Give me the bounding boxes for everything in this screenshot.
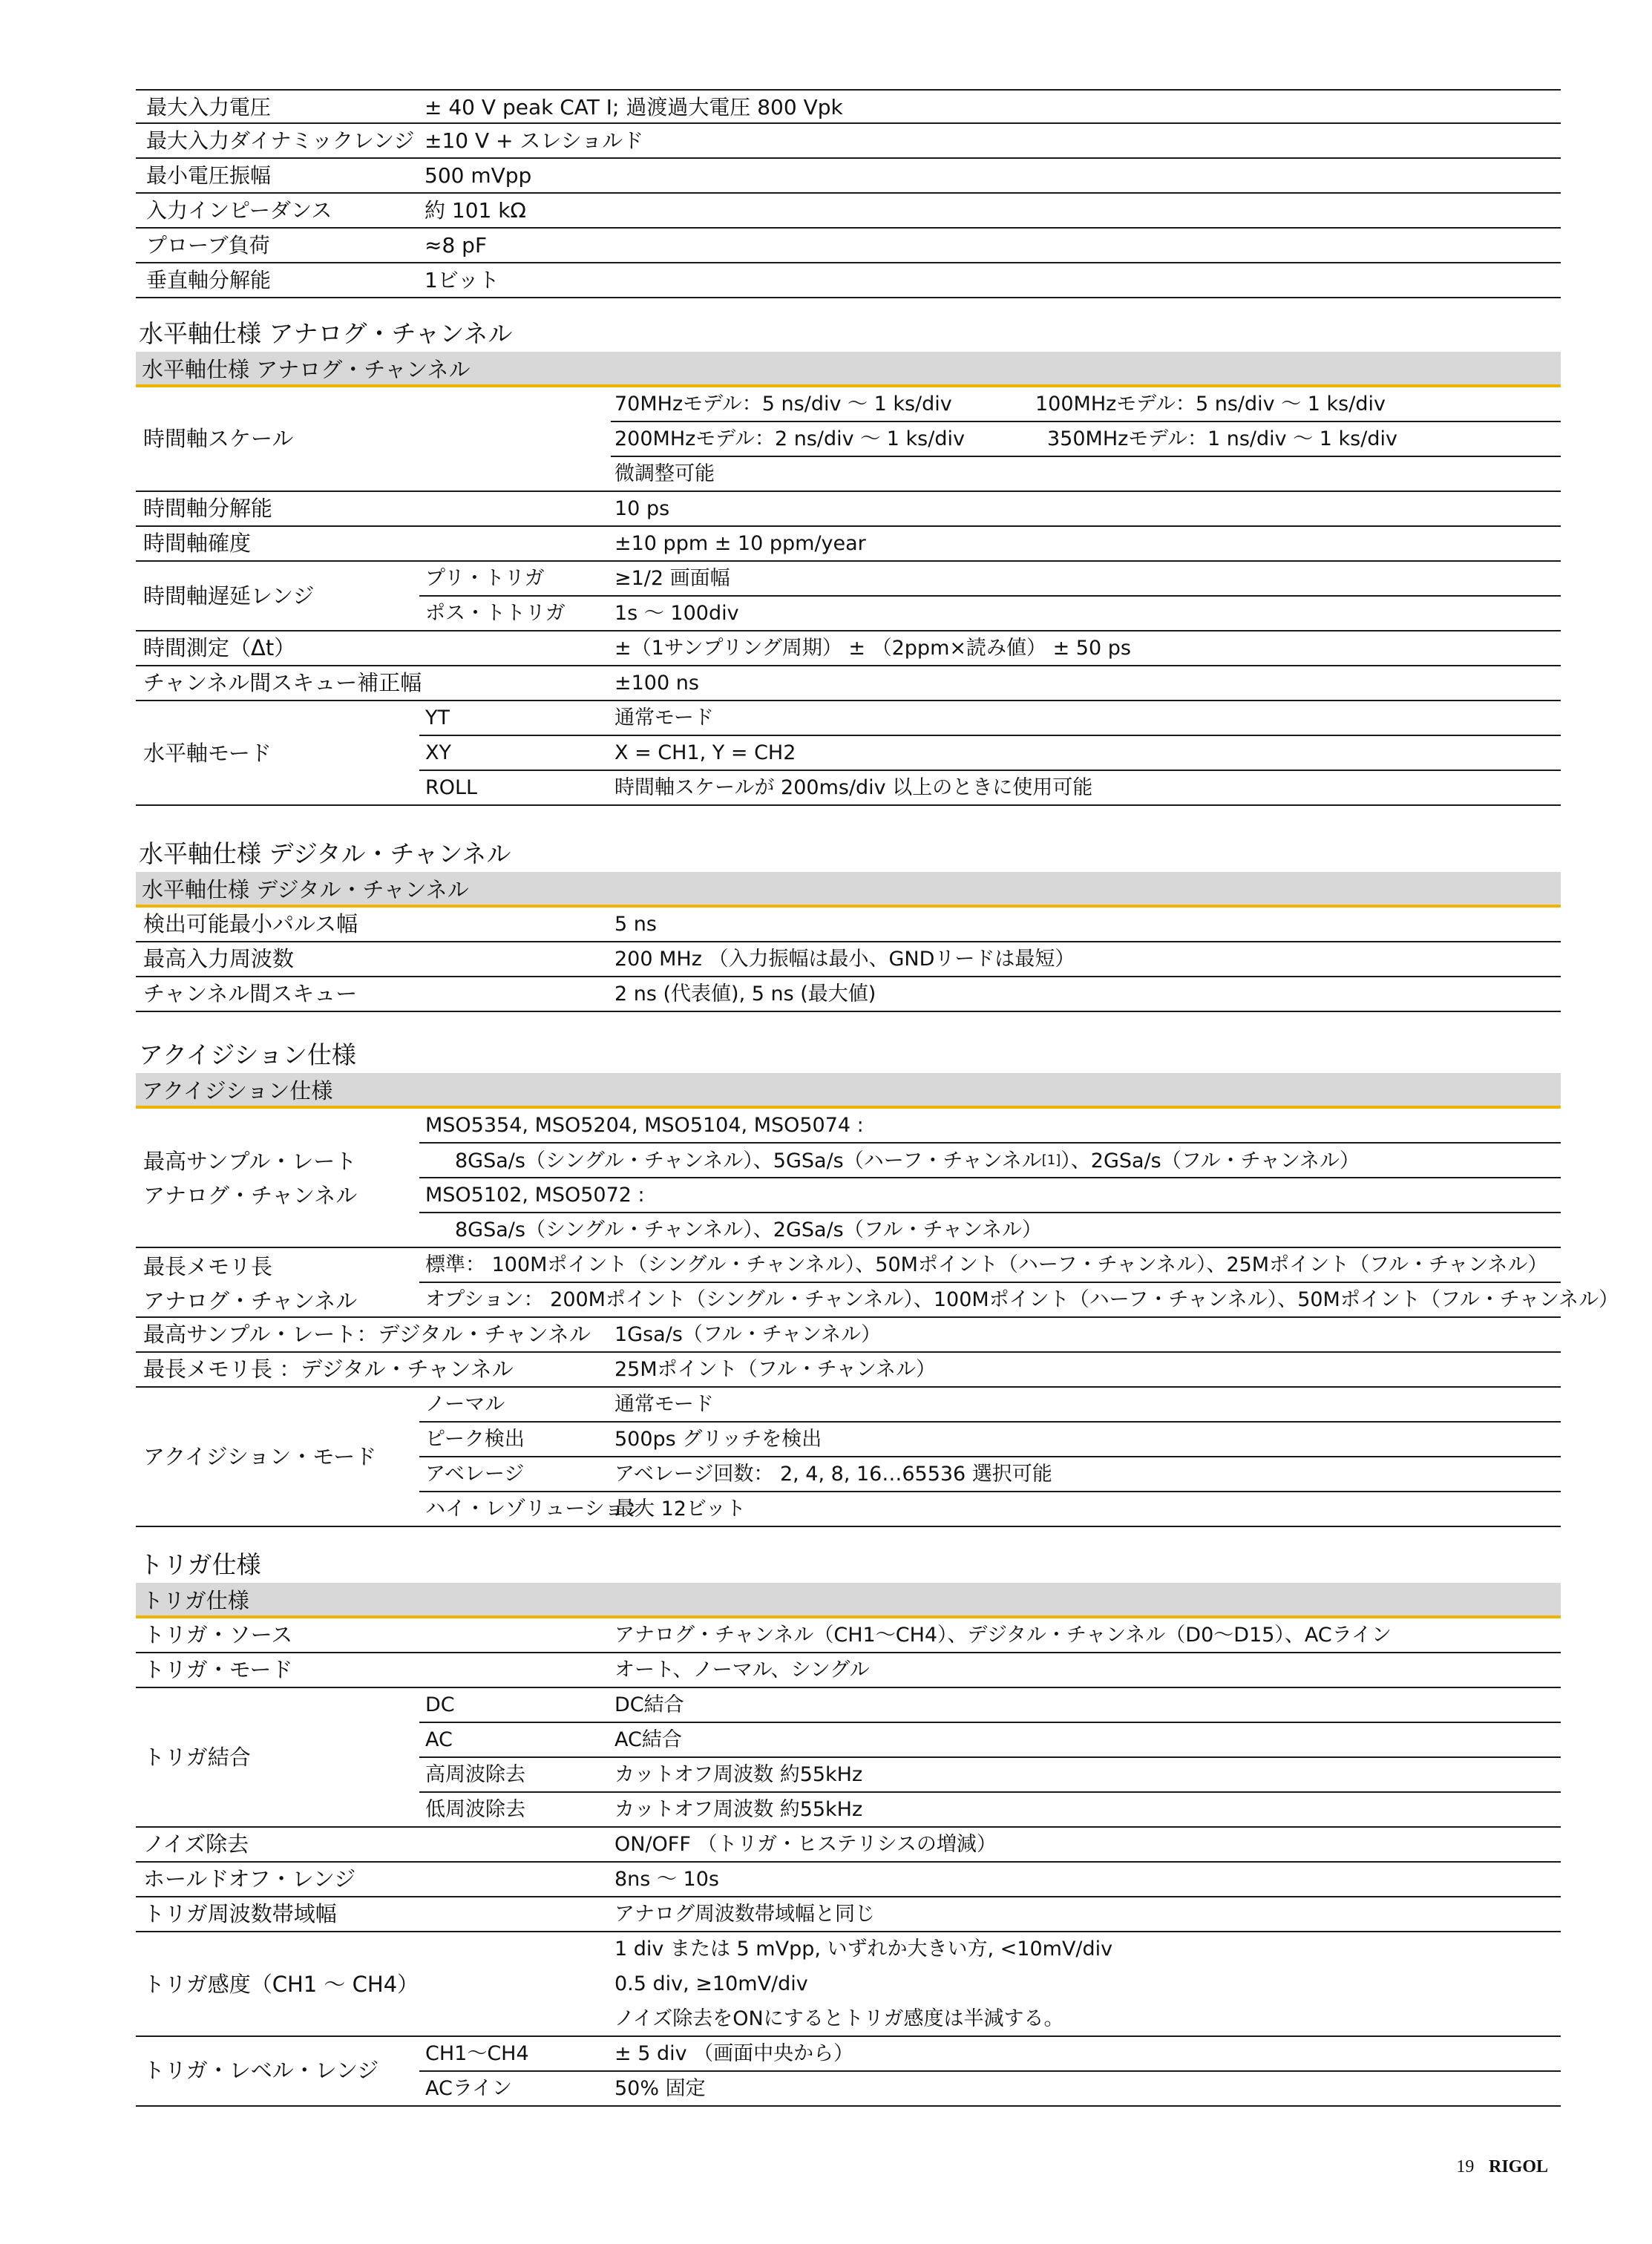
section-title: トリガ仕様 (139, 1550, 261, 1579)
row-sublabel: DC (425, 1693, 455, 1716)
row-value: 1ビット (425, 268, 499, 292)
trigger-table (136, 1618, 1561, 2145)
table-row (136, 701, 1561, 736)
row-value: 8GSa/s（シングル・チャンネル）、2GSa/s（フル・チャンネル） (455, 1218, 1043, 1241)
row-value: ≈8 pF (425, 233, 488, 257)
row-value: 時間軸スケールが 200ms/div 以上のときに使用可能 (614, 776, 1093, 799)
table-row (136, 1144, 1561, 1178)
row-value: 10 ps (614, 497, 670, 520)
row-value: 2 ns (代表値), 5 ns (最大値) (614, 982, 876, 1005)
row-value: X = CH1, Y = CH2 (614, 741, 796, 764)
row-label: アクイジション・モード (143, 1444, 377, 1469)
row-value: 70MHzモデル：5 ns/div ～ 1 ks/div (614, 393, 952, 416)
row-label: 時間軸スケール (143, 426, 294, 451)
row-value: ± 40 V peak CAT I; 過渡過大電圧 800 Vpk (425, 95, 843, 119)
table-row (136, 1967, 1561, 2002)
page-number: 19 (1456, 2157, 1475, 2176)
table-row (136, 1492, 1561, 1527)
table-row (136, 1109, 1561, 1144)
table-row (136, 736, 1561, 771)
table-row (136, 492, 1561, 527)
row-value: アベレージ回数： 2, 4, 8, 16…65536 選択可能 (614, 1463, 1052, 1486)
row-value: カットオフ周波数 約55kHz (614, 1798, 863, 1821)
table-row (136, 89, 1561, 124)
row-value: ≥1/2 画面幅 (614, 567, 730, 590)
row-sublabel: XY (425, 741, 451, 764)
row-label: トリガ結合 (143, 1745, 251, 1770)
table-row (136, 562, 1561, 597)
row-value: ±（1サンプリング周期） ± （2ppm×読み値） ± 50 ps (614, 637, 1131, 660)
table-row (136, 1932, 1561, 1967)
section-header-bar: 水平軸仕様 アナログ・チャンネル (136, 352, 1561, 387)
table-row (136, 908, 1561, 942)
row-label: 最高サンプル・レート アナログ・チャンネル (143, 1149, 358, 1208)
row-label: 検出可能最小パルス幅 (143, 911, 358, 936)
row-sublabel: プリ・トリガ (425, 567, 545, 590)
table-row (136, 527, 1561, 562)
row-value: MSO5354, MSO5204, MSO5104, MSO5074 : (425, 1114, 864, 1137)
table-row (136, 159, 1561, 194)
section-title: 水平軸仕様 デジタル・チャンネル (139, 839, 511, 868)
table-row (136, 1618, 1561, 1653)
row-label: 垂直軸分解能 (146, 268, 272, 292)
row-value: 1s ～ 100div (614, 602, 739, 625)
table-row (136, 1178, 1561, 1213)
table-row (136, 1828, 1561, 1863)
row-label: トリガ感度（CH1 ～ CH4） (143, 1972, 419, 1997)
row-value: 500ps グリッチを検出 (614, 1428, 822, 1451)
horizontal-analog-table (136, 387, 1561, 877)
table-row (136, 2072, 1561, 2107)
row-value: ±10 V + スレショルド (425, 128, 644, 153)
section-header-bar: 水平軸仕様 デジタル・チャンネル (136, 872, 1561, 908)
table-row (136, 771, 1561, 806)
row-label: プローブ負荷 (146, 233, 270, 257)
row-value: 微調整可能 (614, 462, 715, 485)
section-title: アクイジション仕様 (139, 1040, 356, 1069)
table-row (136, 666, 1561, 701)
table-row (136, 1353, 1561, 1388)
row-sublabel: AC (425, 1728, 453, 1751)
row-value: オプション： 200Mポイント（シングル・チャンネル）、100Mポイント（ハーフ・チャンネル）、50Mポイント（フル・チャンネル） (425, 1288, 1619, 1311)
row-value: 通常モード (614, 706, 714, 729)
table-row (136, 1457, 1561, 1492)
row-label: チャンネル間スキュー補正幅 (143, 670, 422, 695)
table-row (136, 457, 1561, 492)
table-row (136, 1388, 1561, 1423)
table-row (136, 1793, 1561, 1828)
row-label: 最高入力周波数 (143, 946, 295, 971)
row-value: 1 div または 5 mVpp, いずれか大きい方, <10mV/div (614, 1938, 1113, 1961)
input-spec-table (136, 89, 1561, 298)
table-row (136, 1248, 1561, 1283)
table-row (136, 1283, 1619, 1318)
row-label: 時間測定（Δt） (143, 635, 296, 660)
row-value: ON/OFF （トリガ・ヒステリシスの増減） (614, 1833, 997, 1856)
row-label: 最長メモリ長 アナログ・チャンネル (143, 1254, 358, 1313)
horizontal-digital-table (136, 908, 1561, 1015)
section-title: 水平軸仕様 アナログ・チャンネル (139, 319, 513, 348)
row-label: 時間軸遅延レンジ (143, 583, 315, 608)
trigger-section (136, 1547, 1561, 2145)
row-value: MSO5102, MSO5072 : (425, 1184, 645, 1207)
table-row (136, 2002, 1561, 2037)
row-value: オート、ノーマル、シングル (614, 1659, 870, 1682)
row-label: トリガ周波数帯域幅 (143, 1901, 337, 1926)
row-value: ±10 ppm ± 10 ppm/year (614, 532, 866, 555)
table-row (136, 263, 1561, 298)
row-value: ±100 ns (614, 672, 699, 695)
row-value: ノイズ除去をONにするとトリガ感度は半減する。 (614, 2007, 1064, 2030)
row-label: ノイズ除去 (143, 1831, 249, 1857)
row-value: 最大 12ビット (614, 1497, 746, 1520)
row-value: アナログ・チャンネル（CH1～CH4）、デジタル・チャンネル（D0～D15）、ACライン (614, 1624, 1392, 1647)
row-sublabel: ROLL (425, 776, 478, 799)
table-row (136, 1897, 1561, 1932)
acquisition-table (136, 1109, 1619, 1532)
row-label: トリガ・ソース (143, 1622, 293, 1647)
row-label: 時間軸分解能 (143, 496, 273, 521)
row-label: 入力インピーダンス (146, 198, 332, 223)
row-value: アナログ周波数帯域幅と同じ (614, 1903, 875, 1926)
horizontal-analog-section (136, 316, 1561, 877)
section-header-bar: トリガ仕様 (136, 1583, 1561, 1618)
row-label: 時間軸確度 (143, 531, 252, 556)
row-label: 水平軸モード (143, 741, 272, 766)
table-row (136, 942, 1561, 977)
row-sublabel: ピーク検出 (425, 1428, 525, 1451)
row-label: トリガ・モード (143, 1657, 293, 1682)
row-value: 25Mポイント（フル・チャンネル） (614, 1358, 936, 1381)
row-sublabel: CH1～CH4 (425, 2042, 529, 2065)
acquisition-section (136, 1037, 1619, 1532)
row-value: 0.5 div, ≥10mV/div (614, 1972, 808, 1995)
row-value: 通常モード (614, 1393, 714, 1416)
brand-logo: RIGOL (1488, 2157, 1548, 2176)
row-value: ± 5 div （画面中央から） (614, 2042, 854, 2065)
table-row (136, 1723, 1561, 1758)
table-row (136, 1758, 1561, 1793)
row-value: 標準： 100Mポイント（シングル・チャンネル）、50Mポイント（ハーフ・チャンネル）、25Mポイント（フル・チャンネル） (425, 1253, 1548, 1276)
table-row (136, 631, 1561, 666)
table-row (136, 422, 1561, 457)
row-sublabel: ACライン (425, 2077, 513, 2100)
row-value: 1Gsa/s（フル・チャンネル） (614, 1323, 882, 1346)
table-row (136, 1423, 1561, 1457)
row-sublabel: ハイ・レゾリューション (425, 1497, 645, 1520)
row-value: 100MHzモデル：5 ns/div ～ 1 ks/div (1035, 393, 1386, 416)
row-value: 50% 固定 (614, 2077, 706, 2100)
row-value: 約 101 kΩ (425, 198, 526, 223)
row-label: 最長メモリ長 ：デジタル・チャンネル (143, 1356, 514, 1382)
row-value: 8GSa/s（シングル・チャンネル）、5GSa/s（ハーフ・チャンネル[1]）、2GSa/s（フル・チャンネル） (455, 1149, 1360, 1172)
row-sublabel: 低周波除去 (425, 1798, 525, 1821)
row-sublabel: 高周波除去 (425, 1763, 525, 1786)
table-row (136, 1688, 1561, 1723)
row-label: トリガ・レベル・レンジ (143, 2058, 379, 2083)
row-label: 最大入力ダイナミックレンジ (146, 128, 415, 153)
table-row (136, 387, 1561, 422)
row-value: 200MHzモデル：2 ns/div ～ 1 ks/div (614, 427, 965, 450)
row-label: チャンネル間スキュー (143, 981, 358, 1006)
table-row (136, 1213, 1561, 1248)
horizontal-digital-section (136, 836, 1561, 1015)
table-row (136, 1653, 1561, 1688)
row-label: 最高サンプル・レート：デジタル・チャンネル (143, 1322, 591, 1347)
row-value: カットオフ周波数 約55kHz (614, 1763, 863, 1786)
row-label: 最大入力電圧 (146, 95, 272, 119)
row-value: 8ns ～ 10s (614, 1868, 719, 1891)
table-row (136, 977, 1561, 1012)
table-row (136, 124, 1561, 159)
row-sublabel: ポス・トトリガ (425, 602, 566, 625)
row-label: 最小電圧振幅 (146, 163, 272, 188)
row-value: 200 MHz （入力振幅は最小、GNDリードは最短） (614, 948, 1075, 971)
table-row (136, 194, 1561, 229)
table-row (136, 1863, 1561, 1897)
row-value: AC結合 (614, 1728, 682, 1751)
row-value: 500 mVpp (425, 163, 532, 188)
row-sublabel: ノーマル (425, 1393, 505, 1416)
table-row (136, 2037, 1561, 2072)
row-sublabel: アベレージ (425, 1463, 525, 1486)
page-footer (1456, 2156, 1548, 2177)
table-row (136, 229, 1561, 263)
row-value: 5 ns (614, 913, 657, 936)
table-row (136, 597, 1561, 631)
row-label: ホールドオフ・レンジ (143, 1866, 356, 1892)
row-value: 350MHzモデル：1 ns/div ～ 1 ks/div (1047, 427, 1397, 450)
table-row (136, 1318, 1561, 1353)
section-header-bar: アクイジション仕様 (136, 1073, 1561, 1109)
row-value: DC結合 (614, 1693, 684, 1716)
row-sublabel: YT (425, 706, 450, 729)
